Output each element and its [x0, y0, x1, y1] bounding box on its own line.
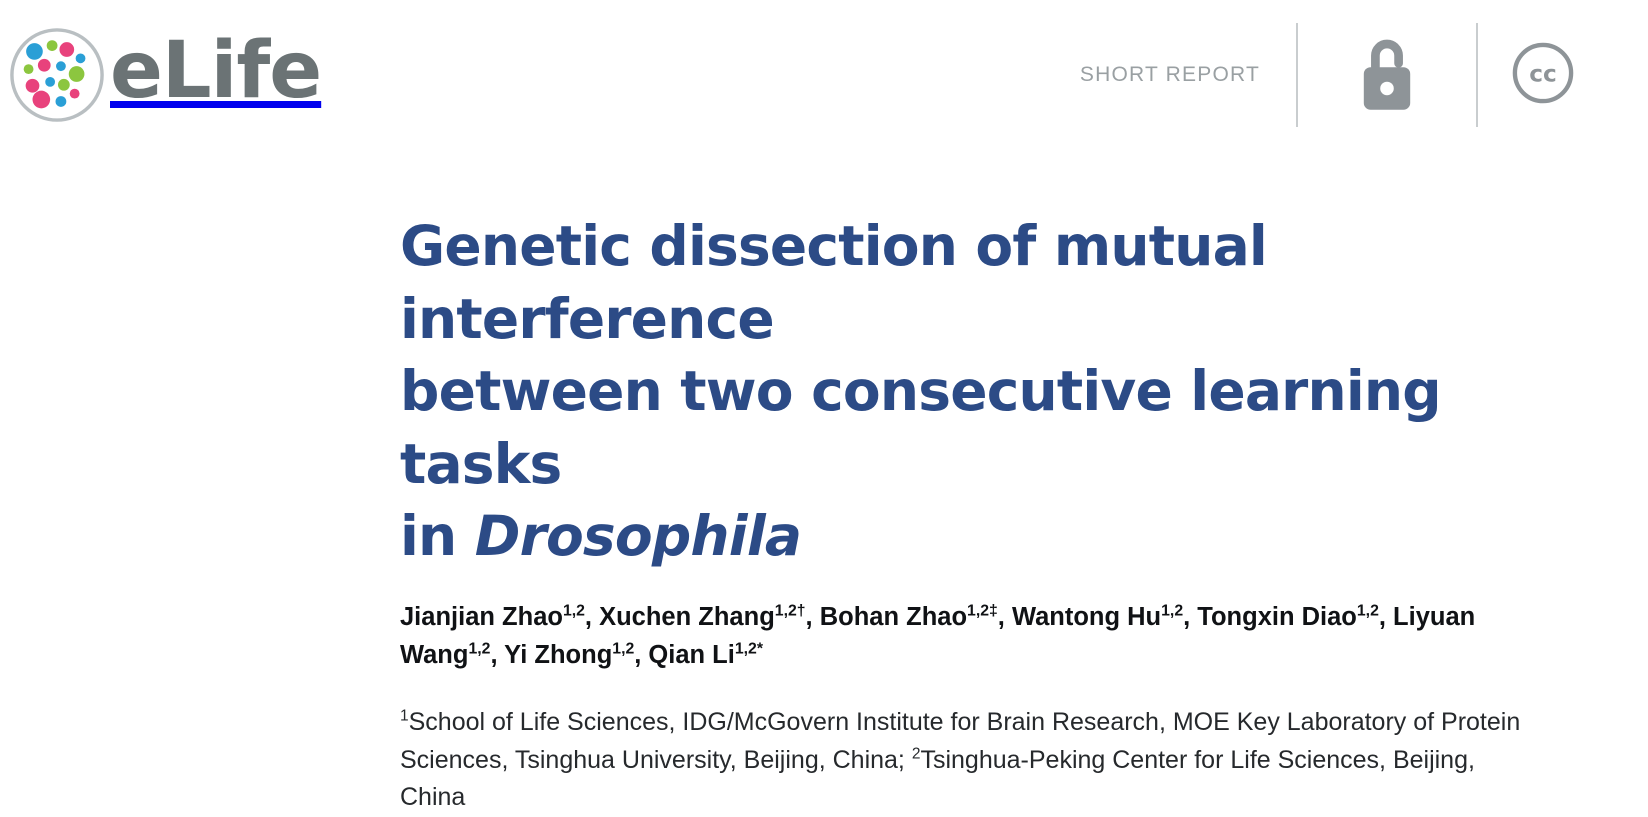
- author-affiliation-marker: 1,2*: [734, 640, 763, 658]
- author-name: Liyuan Wang: [400, 602, 1476, 669]
- author-item[interactable]: [599, 603, 805, 631]
- page-title: [400, 210, 1538, 573]
- author-name: Bohan Zhao: [819, 602, 968, 631]
- title-line-3-italic: Drosophila: [474, 504, 802, 569]
- author-affiliation-marker: 1,2†: [774, 602, 806, 620]
- author-list: [400, 599, 1538, 674]
- author-item[interactable]: [648, 641, 763, 669]
- author-item[interactable]: [1012, 603, 1183, 631]
- author-name: Jianjian Zhao: [400, 602, 563, 631]
- author-item[interactable]: [400, 603, 585, 631]
- author-affiliation-marker: 1,2: [562, 602, 585, 620]
- author-separator: ,: [584, 602, 600, 631]
- elife-wordmark: eLife: [110, 26, 322, 116]
- article-type-label: SHORT REPORT: [1079, 63, 1260, 86]
- author-name: Qian Li: [648, 640, 735, 669]
- elife-dot-circle-logo: [8, 26, 106, 124]
- author-separator: ,: [490, 640, 505, 669]
- creative-commons-badge[interactable]: [1478, 42, 1608, 109]
- creative-commons-icon: [1512, 42, 1574, 109]
- affiliation-list: [400, 704, 1538, 817]
- author-affiliation-marker: 1,2‡: [967, 602, 998, 620]
- author-separator: ,: [634, 640, 649, 669]
- page-header: [0, 0, 1648, 150]
- affiliation-marker: 2: [911, 745, 921, 763]
- author-separator: ,: [805, 602, 820, 631]
- author-item[interactable]: [1197, 603, 1379, 631]
- author-item[interactable]: [504, 641, 634, 669]
- affiliation-marker: 1: [400, 708, 409, 726]
- author-name: Tongxin Diao: [1197, 602, 1357, 631]
- author-affiliation-marker: 1,2: [612, 640, 635, 658]
- svg-text:cc: cc: [1529, 60, 1557, 88]
- open-access-badge[interactable]: [1298, 32, 1476, 119]
- title-line-1: Genetic dissection of mutual interference: [400, 214, 1267, 351]
- author-affiliation-marker: 1,2: [1356, 602, 1379, 620]
- elife-logo-link[interactable]: [8, 26, 321, 124]
- open-access-padlock-icon: [1358, 32, 1416, 119]
- title-line-2: between two consecutive learning tasks: [400, 359, 1441, 496]
- affiliation-text: School of Life Sciences, IDG/McGovern Institute for Brain Research, MOE Key Laboratory of Protein Sciences, Tsinghua University, Beijing, China;: [400, 708, 1521, 774]
- author-item[interactable]: [820, 603, 998, 631]
- article-header-block: [0, 150, 1648, 817]
- author-affiliation-marker: 1,2: [468, 640, 491, 658]
- affiliation-text: Tsinghua-Peking Center for Life Sciences, Beijing, China: [400, 745, 1475, 812]
- author-name: Xuchen Zhang: [599, 602, 775, 631]
- author-separator: ,: [1378, 602, 1394, 631]
- author-name: Wantong Hu: [1011, 602, 1162, 631]
- author-affiliation-marker: 1,2: [1161, 602, 1184, 620]
- title-line-3-prefix: in: [400, 504, 475, 569]
- author-name: Yi Zhong: [504, 640, 613, 669]
- header-right-group: [1080, 0, 1608, 150]
- author-separator: ,: [1183, 602, 1198, 631]
- author-separator: ,: [997, 602, 1012, 631]
